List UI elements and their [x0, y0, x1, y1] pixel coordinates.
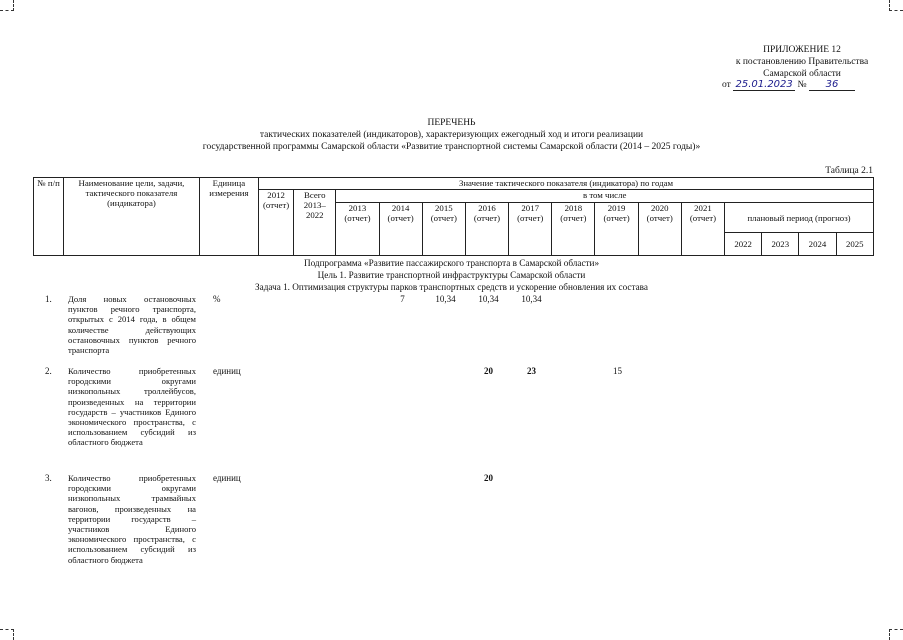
report-note: (отчет)	[263, 200, 290, 211]
row-1-value-2017: 10,34	[521, 294, 542, 304]
col-2025-header: 2025	[836, 233, 873, 256]
col-2024-header: 2024	[799, 233, 836, 256]
row-1-number: 1.	[45, 294, 52, 304]
goal-heading: Цель 1. Развитие транспортной инфраструктуры Самарской области	[317, 270, 586, 280]
report-note: (отчет)	[344, 212, 371, 223]
col-2019-header	[595, 202, 638, 255]
appendix-resolution-line: к постановлению Правительства	[735, 57, 869, 67]
col-2014-header	[379, 202, 422, 255]
row-1-value-2015: 10,34	[435, 294, 456, 304]
report-note: (отчет)	[517, 212, 544, 223]
col-unit-header: Единица измерения	[199, 178, 258, 256]
row-2-value-2017: 23	[527, 366, 536, 376]
subprogram-heading: Подпрограмма «Развитие пассажирского транспорта в Самарской области»	[303, 258, 600, 268]
indicators-table-header	[33, 177, 874, 256]
row-2-unit: единиц	[213, 366, 241, 376]
report-note: (отчет)	[646, 212, 673, 223]
row-1-value-2016: 10,34	[478, 294, 499, 304]
year-label: 2015	[435, 202, 453, 213]
col-2012-header	[259, 190, 294, 256]
col-total-header: Всего 2013–2022	[294, 190, 336, 256]
appendix-title: ПРИЛОЖЕНИЕ 12	[763, 45, 841, 55]
report-note: (отчет)	[430, 212, 457, 223]
values-group-header: Значение тактического показателя (индикатора) по годам	[259, 178, 874, 190]
col-2016-header	[465, 202, 508, 255]
including-header: в том числе	[336, 190, 874, 202]
row-2-value-2016: 20	[484, 366, 493, 376]
col-2021-header	[681, 202, 724, 255]
row-1-name: Доля новых остановочных пунктов речного транспорта, открытых с 2014 года, в общем количестве действующих остановочных пунктов речного транспорта	[68, 294, 196, 356]
year-label: 2014	[391, 202, 410, 213]
col-name-header: Наименование цели, задачи, тактического показателя (индикатора)	[64, 178, 200, 256]
report-note: (отчет)	[603, 212, 630, 223]
row-3-unit: единиц	[213, 473, 241, 483]
row-2-name: Количество приобретенных городскими округами низкопольных троллейбусов, произведенных на территории государств – участников Единого экономического пространства, с использованием субсидий из областного бюджета	[68, 366, 196, 448]
year-label: 2018	[564, 202, 583, 213]
number-label: №	[797, 80, 807, 90]
col-2020-header	[638, 202, 681, 255]
year-label: 2021	[694, 202, 712, 213]
document-subtitle-1: тактических показателей (индикаторов), характеризующих ежегодный ход и итоги реализации	[259, 130, 644, 140]
report-note: (отчет)	[689, 212, 717, 223]
scan-corner-mark	[889, 629, 903, 640]
col-2018-header	[552, 202, 595, 255]
row-2-value-2019: 15	[613, 366, 622, 376]
col-2022-header: 2022	[725, 233, 762, 256]
document-subtitle-2: государственной программы Самарской области «Развитие транспортной системы Самарской области (2014 – 2025 годы)»	[202, 142, 701, 152]
task-heading: Задача 1. Оптимизация структуры парков транспортных средств и ускорение обновления их состава	[255, 282, 648, 292]
col-2015-header	[422, 202, 465, 255]
scan-corner-mark	[0, 0, 14, 11]
year-label: 2013	[348, 202, 367, 213]
year-label: 2016	[478, 202, 496, 213]
table-label: Таблица 2.1	[825, 166, 873, 176]
plan-period-header: плановый период (прогноз)	[725, 202, 874, 232]
document-title: ПЕРЕЧЕНЬ	[427, 118, 476, 128]
scan-corner-mark	[0, 629, 14, 640]
date-from-label: от	[722, 80, 731, 90]
appendix-date: 25.01.2023	[733, 79, 795, 91]
row-3-number: 3.	[45, 473, 52, 483]
year-label: 2020	[650, 202, 669, 213]
col-num-header: № п/п	[34, 178, 64, 256]
appendix-date-line	[722, 79, 855, 91]
row-1-value-2014: 7	[400, 294, 405, 304]
col-2023-header: 2023	[762, 233, 799, 256]
row-3-value-2016: 20	[484, 473, 493, 483]
year-label: 2017	[521, 202, 539, 213]
appendix-number: 36	[809, 79, 855, 91]
row-1-unit: %	[213, 294, 221, 304]
appendix-region-line: Самарской области	[763, 69, 841, 79]
report-note: (отчет)	[473, 212, 501, 223]
col-2017-header	[509, 202, 552, 255]
col-2013-header	[336, 202, 379, 255]
report-note: (отчет)	[387, 212, 414, 223]
row-2-number: 2.	[45, 366, 52, 376]
year-label: 2019	[607, 202, 626, 213]
scan-corner-mark	[889, 0, 903, 11]
row-3-name: Количество приобретенных городскими округами низкопольных трамвайных вагонов, произведенных на территории государств – участников Единого экономического пространства, с использованием субсидий из областного бюджета	[68, 473, 196, 565]
report-note: (отчет)	[560, 212, 587, 223]
year-label: 2012	[267, 190, 285, 201]
